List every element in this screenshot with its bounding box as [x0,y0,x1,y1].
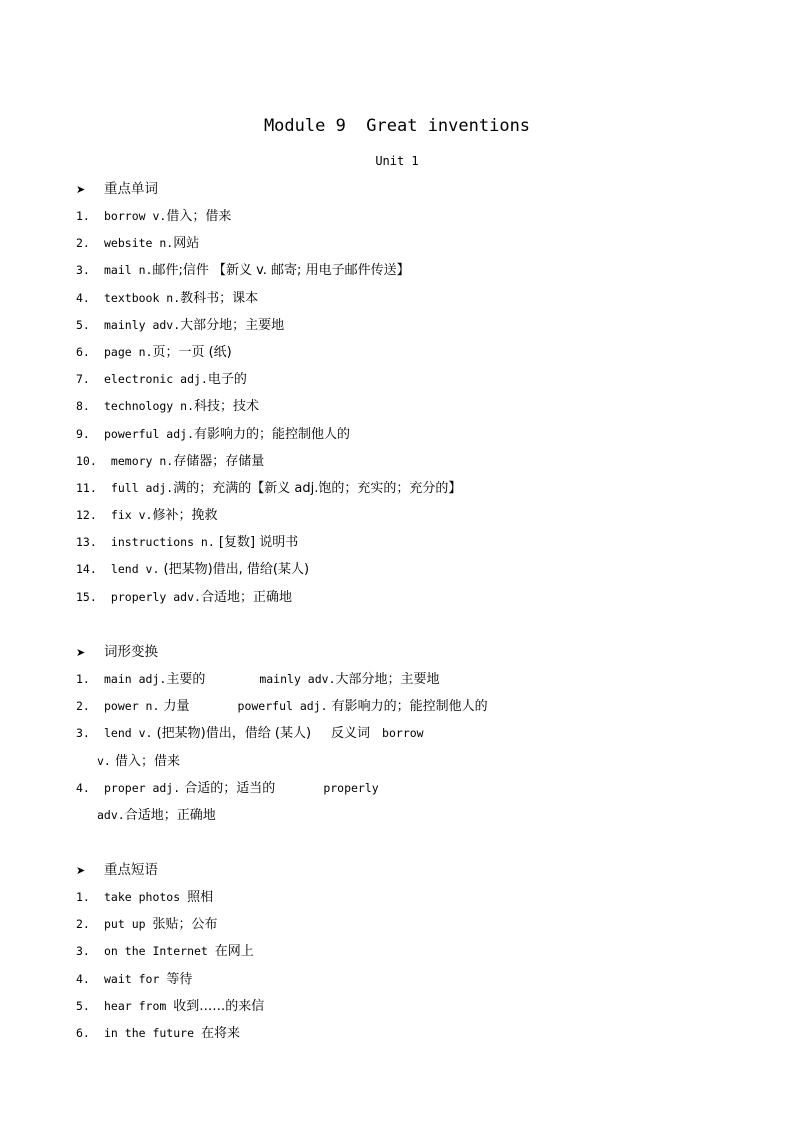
item-number: 5. [76,317,90,332]
list-item [76,584,756,611]
item-chinese: 借入；借来 [110,753,180,769]
section-heading [76,176,756,203]
list-item [76,720,756,747]
key-words-section [76,176,756,611]
item-chinese: 张贴；公布 [152,917,218,933]
item-english: v. [97,753,111,768]
item-chinese: 邮件;信件 【新义 v. 邮寄; 用电子邮件传送】 [152,263,410,279]
item-number: 9. [76,426,90,441]
item-number: 10. [76,453,97,468]
item-english: take photos [104,890,188,904]
item-number: 12. [76,508,97,523]
item-english: proper adj. [104,780,181,795]
list-item [76,693,756,720]
arrow-bullet-icon: ➤ [76,864,86,877]
item-number: 4. [76,290,90,305]
item-english: mainly adv. [259,672,336,686]
item-chinese: 页；一页 (纸) [152,344,232,360]
section-heading [76,639,756,666]
item-english: properly adv. [104,589,201,604]
item-number: 2. [76,699,90,714]
item-english: fix v. [104,508,153,523]
item-english: website n. [104,236,174,251]
item-english: page n. [104,344,153,359]
item-chinese: 反义词 [331,726,371,742]
item-number: 7. [76,372,90,387]
page-title: Module 9 Great inventions [263,116,531,136]
item-english: hear from [104,998,174,1013]
item-english: instructions n. [104,535,215,550]
item-chinese: 在网上 [214,944,254,960]
list-item [76,393,756,420]
item-chinese: 收到……的来信 [173,998,265,1014]
item-chinese: 教科书；课本 [180,290,259,306]
arrow-bullet-icon: ➤ [76,646,86,659]
item-number: 15. [76,589,97,604]
item-chinese: 主要的 [166,672,206,687]
list-item [76,339,756,366]
item-chinese: 合适地；正确地 [124,807,216,823]
item-chinese: 等待 [166,971,193,987]
item-number: 13. [76,535,97,550]
item-english: on the Internet [104,944,215,959]
list-item [76,993,756,1020]
section-title: 重点短语 [104,862,158,878]
item-number: 1. [76,890,90,904]
list-item [76,448,756,475]
item-english: electronic adj. [104,372,208,387]
item-english: power n. [104,699,160,714]
item-english: mainly adv. [104,317,181,332]
word-forms-section [76,639,756,829]
list-item [76,285,756,312]
item-number: 4. [76,780,90,795]
list-item [76,475,756,502]
item-english: properly [323,780,379,795]
item-chinese: (把某物)借出，借给 (某人) [152,726,312,742]
item-english: memory n. [104,453,174,468]
arrow-bullet-icon: ➤ [76,183,86,196]
item-chinese: 修补；挽救 [152,508,218,524]
list-item [76,1020,756,1047]
list-item [76,203,756,230]
item-chinese: 照相 [187,890,214,905]
item-english: lend v. [104,726,153,741]
list-item [76,502,756,529]
item-chinese: 力量 [159,699,190,715]
item-english: lend v. [104,562,160,577]
item-english: powerful adj. [237,699,328,714]
item-english: powerful adj. [104,426,195,441]
item-number: 5. [76,998,90,1013]
item-number: 6. [76,1025,90,1040]
list-item [76,312,756,339]
item-english: borrow v. [104,209,167,223]
item-number: 6. [76,344,90,359]
item-chinese: 有影响力的；能控制他人的 [194,426,351,442]
item-chinese: 科技；技术 [194,399,260,415]
item-chinese: (把某物)借出, 借给(某人) [159,562,310,578]
list-item [76,529,756,556]
item-english: technology n. [104,399,195,414]
list-item-continuation [76,802,756,829]
item-number: 3. [76,726,90,741]
section-heading [76,857,756,884]
list-item [76,775,756,802]
item-english: borrow [382,726,424,741]
list-item [76,366,756,393]
item-english: mail n. [104,263,153,278]
section-title: 重点单词 [104,181,158,197]
list-item [76,666,756,693]
item-english: in the future [104,1025,201,1040]
list-item [76,938,756,965]
item-chinese: 借入；借来 [166,209,232,224]
item-chinese: 大部分地；主要地 [335,672,440,687]
item-number: 3. [76,263,90,278]
item-chinese: 在将来 [200,1025,240,1041]
item-chinese: 合适地；正确地 [200,589,292,605]
item-chinese: 满的；充满的【新义 adj.饱的；充实的；充分的】 [173,480,462,496]
list-item [76,230,756,257]
key-phrases-section [76,857,756,1047]
item-chinese: 合适的；适当的 [180,780,276,796]
list-item-continuation [76,748,756,775]
item-number: 2. [76,917,90,932]
section-title: 词形变换 [104,644,158,660]
item-english: main adj. [104,672,167,686]
list-item [76,556,756,583]
item-chinese: 有影响力的；能控制他人的 [327,699,488,715]
item-english: adv. [97,807,125,822]
item-chinese: [复数] 说明书 [214,535,299,551]
item-chinese: 大部分地；主要地 [180,317,285,333]
list-item [76,884,756,911]
item-english: put up [104,917,153,932]
item-number: 2. [76,236,90,251]
item-number: 1. [76,209,90,223]
list-item [76,966,756,993]
list-item [76,911,756,938]
list-item [76,421,756,448]
item-chinese: 电子的 [207,372,247,388]
item-english: wait for [104,971,167,986]
list-item [76,257,756,284]
item-number: 4. [76,971,90,986]
item-number: 11. [76,480,97,495]
item-chinese: 网站 [173,236,200,252]
item-english: textbook n. [104,290,181,305]
item-chinese: 存储器；存储量 [173,453,265,469]
item-number: 1. [76,672,90,686]
item-number: 8. [76,399,90,414]
item-english: full adj. [104,480,174,495]
item-number: 3. [76,944,90,959]
unit-subtitle: Unit 1 [375,154,419,168]
item-number: 14. [76,562,97,577]
